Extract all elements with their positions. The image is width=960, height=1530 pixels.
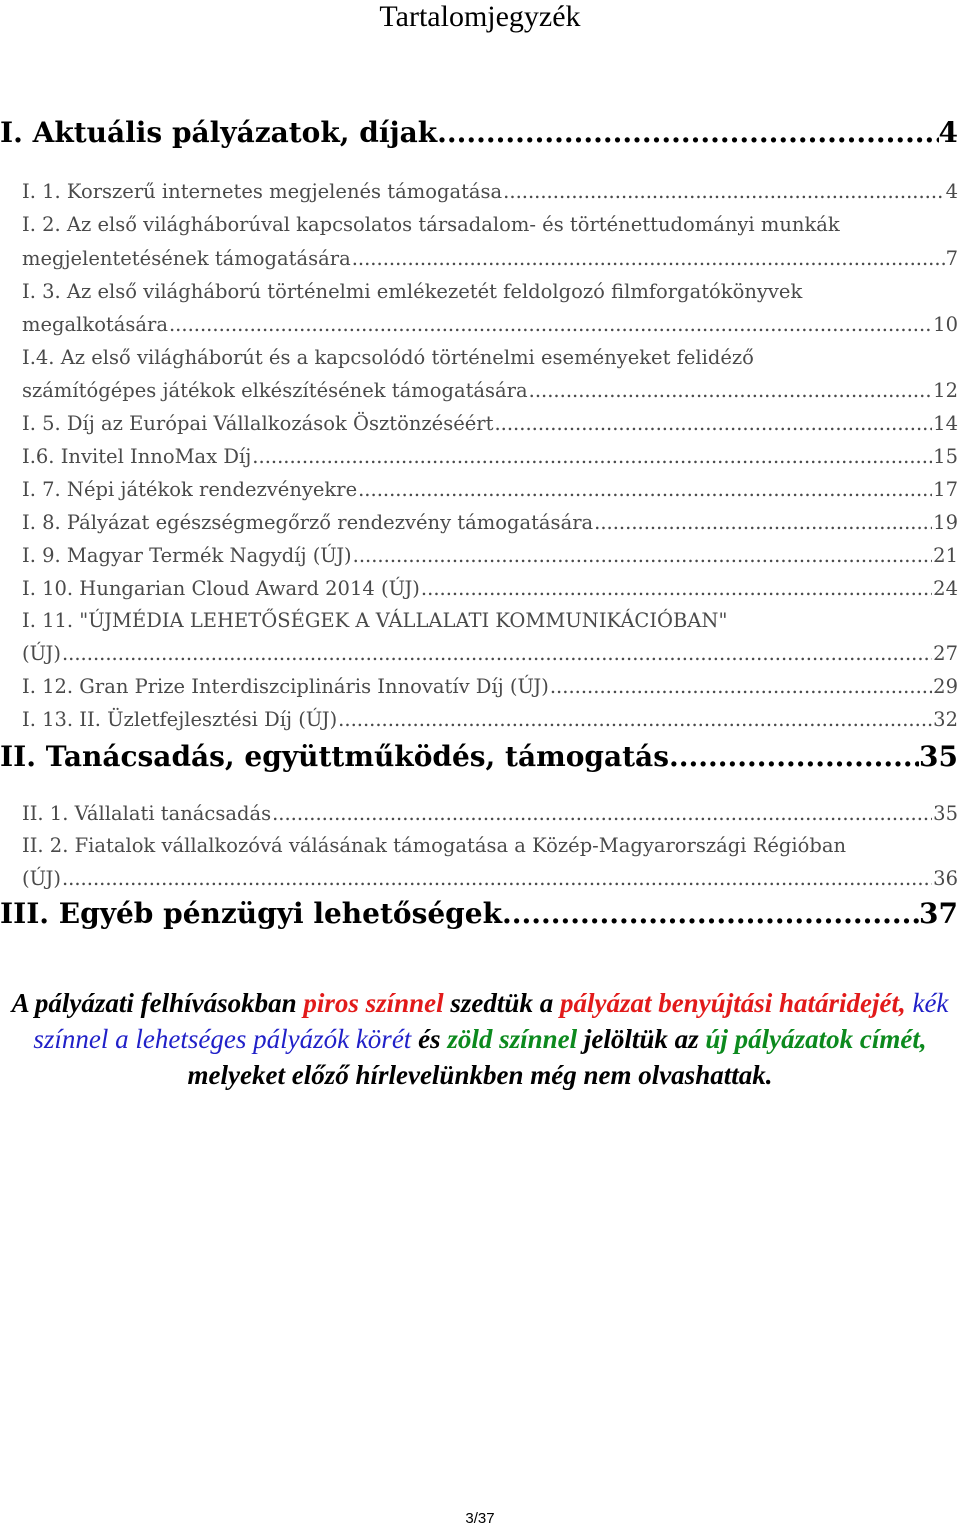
- toc-entry-i4-line1[interactable]: I.4. Az első világháborút és a kapcsolódó történelmi eseményeket felidéző: [22, 346, 754, 369]
- toc-leader-dots: [62, 867, 932, 890]
- toc-entry-i2-line1[interactable]: I. 2. Az első világháborúval kapcsolatos társadalom- és történettudományi munkák: [22, 213, 840, 236]
- toc-section-2[interactable]: [0, 740, 958, 773]
- toc-entry-title: I. 5. Díj az Európai Vállalkozások Ösztönzéséért: [22, 412, 494, 435]
- toc-entry-ii1[interactable]: [22, 802, 958, 825]
- toc-page-number: 4: [938, 116, 958, 149]
- notice-text: és: [418, 1024, 441, 1054]
- toc-page-number: 24: [933, 577, 958, 600]
- toc-page-number: 27: [933, 642, 958, 665]
- toc-entry-i11-line1[interactable]: I. 11. "ÚJMÉDIA LEHETŐSÉGEK A VÁLLALATI KOMMUNIKÁCIÓBAN": [22, 609, 728, 632]
- toc-entry-ii2-line2[interactable]: [22, 867, 958, 890]
- toc-leader-dots: [550, 675, 932, 698]
- toc-entry-i12[interactable]: [22, 675, 958, 698]
- toc-entry-title: (ÚJ): [22, 867, 61, 890]
- toc-entry-i10[interactable]: [22, 577, 958, 600]
- toc-entry-title: I. 9. Magyar Termék Nagydíj (ÚJ): [22, 544, 352, 567]
- toc-section-3[interactable]: [0, 897, 958, 930]
- toc-entry-i11-line2[interactable]: [22, 642, 958, 665]
- toc-entry-title: (ÚJ): [22, 642, 61, 665]
- toc-page-number: 4: [945, 180, 958, 203]
- toc-page-number: 17: [933, 478, 958, 501]
- toc-entry-i1[interactable]: [22, 180, 958, 203]
- notice-text: A pályázati felhívásokban: [11, 988, 297, 1018]
- toc-page-number: 35: [933, 802, 958, 825]
- toc-entry-title: megjelentetésének támogatására: [22, 247, 351, 270]
- toc-leader-dots: [352, 247, 945, 270]
- toc-leader-dots: [169, 313, 932, 336]
- notice-text: jelöltük az: [583, 1024, 699, 1054]
- notice-red-text: pályázat benyújtási határidejét,: [559, 988, 906, 1018]
- toc-entry-i7[interactable]: [22, 478, 958, 501]
- toc-page-number: 10: [933, 313, 958, 336]
- toc-page-number: 14: [933, 412, 958, 435]
- notice-text: szedtük a: [450, 988, 554, 1018]
- toc-entry-title: II. 1. Vállalati tanácsadás: [22, 802, 272, 825]
- toc-leader-dots: [421, 577, 932, 600]
- toc-entry-title: I. 8. Pályázat egészségmegőrző rendezvény támogatására: [22, 511, 594, 534]
- notice-green-text: új pályázatok címét,: [705, 1024, 927, 1054]
- toc-page-number: 19: [933, 511, 958, 534]
- toc-leader-dots: [594, 511, 932, 534]
- toc-leader-dots: [494, 412, 932, 435]
- toc-leader-dots: [252, 445, 932, 468]
- toc-section-1-title: I. Aktuális pályázatok, díjak: [0, 116, 438, 149]
- toc-entry-title: I. 1. Korszerű internetes megjelenés támogatása: [22, 180, 503, 203]
- toc-entry-i3-line2[interactable]: [22, 313, 958, 336]
- toc-entry-title: I. 12. Gran Prize Interdiszciplináris Innovatív Díj (ÚJ): [22, 675, 549, 698]
- color-legend-notice: [0, 985, 960, 1093]
- toc-entry-i4-line2[interactable]: [22, 379, 958, 402]
- toc-entry-i8[interactable]: [22, 511, 958, 534]
- toc-leader-dots: [338, 708, 932, 731]
- toc-page-number: 37: [919, 897, 958, 930]
- toc-entry-i9[interactable]: [22, 544, 958, 567]
- toc-page-number: 35: [919, 740, 958, 773]
- toc-entry-i2-line2[interactable]: [22, 247, 958, 270]
- toc-entry-i3-line1[interactable]: I. 3. Az első világháború történelmi emlékezetét feldolgozó filmforgatókönyvek: [22, 280, 803, 303]
- page-title: Tartalomjegyzék: [379, 0, 581, 33]
- toc-entry-title: I. 10. Hungarian Cloud Award 2014 (ÚJ): [22, 577, 420, 600]
- toc-leader-dots: [272, 802, 932, 825]
- notice-green-text: zöld színnel: [447, 1024, 578, 1054]
- toc-leader-dots: [358, 478, 932, 501]
- toc-section-3-title: III. Egyéb pénzügyi lehetőségek: [0, 897, 502, 930]
- notice-red-text: piros színnel: [303, 988, 444, 1018]
- toc-leader-dots: [669, 740, 919, 773]
- toc-section-2-title: II. Tanácsadás, együttműködés, támogatás: [0, 740, 669, 773]
- toc-leader-dots: [529, 379, 933, 402]
- toc-page-number: 32: [933, 708, 958, 731]
- toc-leader-dots: [62, 642, 932, 665]
- toc-page-number: 29: [933, 675, 958, 698]
- toc-entry-title: megalkotására: [22, 313, 168, 336]
- toc-leader-dots: [353, 544, 933, 567]
- toc-entry-title: I. 13. II. Üzletfejlesztési Díj (ÚJ): [22, 708, 338, 731]
- toc-page-number: 7: [945, 247, 958, 270]
- toc-leader-dots: [503, 180, 944, 203]
- toc-entry-i13[interactable]: [22, 708, 958, 731]
- toc-leader-dots: [502, 897, 919, 930]
- toc-entry-title: I. 7. Népi játékok rendezvényekre: [22, 478, 358, 501]
- page-number-footer: 3/37: [465, 1510, 495, 1527]
- toc-entry-i6[interactable]: [22, 445, 958, 468]
- toc-page-number: 15: [933, 445, 958, 468]
- toc-page-number: 21: [933, 544, 958, 567]
- toc-entry-title: I.6. Invitel InnoMax Díj: [22, 445, 252, 468]
- toc-entry-i5[interactable]: [22, 412, 958, 435]
- toc-page-number: 36: [933, 867, 958, 890]
- toc-entry-title: számítógépes játékok elkészítésének támogatására: [22, 379, 528, 402]
- notice-blue-text: kék színnel a lehetséges pályázók körét: [33, 988, 949, 1054]
- notice-text: melyeket előző hírlevelünkben még nem olvashattak.: [187, 1060, 773, 1090]
- toc-entry-ii2-line1[interactable]: II. 2. Fiatalok vállalkozóvá válásának támogatása a Közép-Magyarországi Régióban: [22, 834, 847, 857]
- toc-leader-dots: [437, 116, 938, 149]
- toc-page-number: 12: [933, 379, 958, 402]
- toc-section-1[interactable]: [0, 116, 958, 149]
